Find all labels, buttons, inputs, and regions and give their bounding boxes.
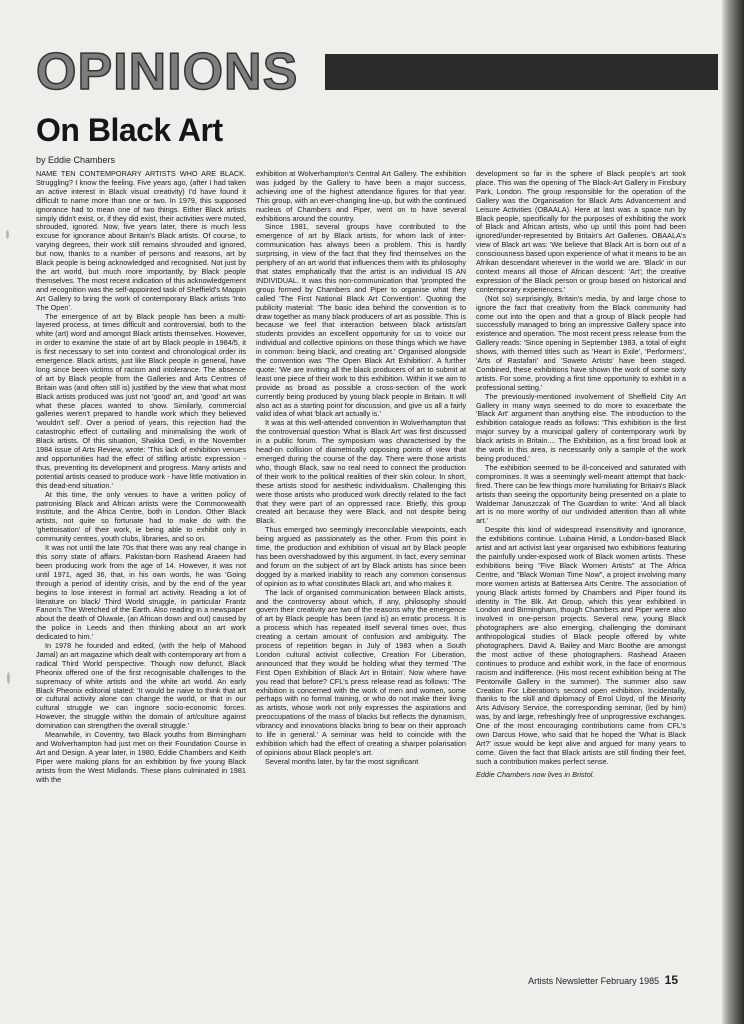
article-paragraph: In 1978 he founded and edited, (with the help of Mahood Jamal) an art magazine which dealt with contemporary art from a radical Third World perspective. Though now defunct, Black Pheonix offered one of the first recognisable challenges to the supremacy of white artists and the white art world. An early Black Pheonix editorial stated: 'It would be naive to think that art or cultural activity alone can change the world, or that in our cultural struggle we can ingnore socio-economic forces. However, the struggle within the domain of art/culture against domination can strengthen the overall struggle.' (36, 641, 246, 731)
article-paragraph: It was not until the late 70s that there was any real change in this sorry state of affairs. Pakistan-born Rashead Araeen had been producing work from the age of 14. However, it was not until 1971, aged 36, that, in his own words, he was 'Going through a period of identity crisis, and by the end of the year begins to lose interest in formal art activity. Reading a lot of literature on black/ Third World struggle, in particular Frantz Fanon's The Wretched of the Earth. Also reading in a newspaper about the death of Oluwale, (an African down and out) caused by the police in Leeds and then thinking about an art work dedicated to him.' (36, 543, 246, 642)
article-paragraph: development so far in the sphere of Black people's art took place. This was the opening of The Black-Art Gallery in Finsbury Park, London. The group responsible for the operation of the Gallery was the Organisation for Black Arts Advancement and Leisure Activities (OBAALA). Here at last was a space run by Black people, specifically for the purposes of exhibiting the work of Black and African artists, who up until this point had been ignored/under-represented by Britain's Art Galleries. OBAALA's view of Black art was: 'We believe that Black Art is born out of a consciousness based upon experience of what it means to be an Afrikan descendant wherever in the world we are. 'Black' in our context means all those of African descent: 'Art'; the creative expression of the Black person or group based on historical and contemporary experiences.' (476, 170, 686, 294)
article-paragraph: Thus emerged two seemingly irreconcilable viewpoints, each being argued as passionately as the other. From this point in time, the production and exhibition of visual art by Black people has been overshadowed by this argument. In fact, every seminar and forum on the subject of art by Black artists has since been dogged by a marked inability to reach any common consensus of opinion as to what constitutes Black art, and who makes it. (256, 525, 466, 588)
article-paragraph: Several months later, by far the most significant (265, 756, 419, 766)
article-title: On Black Art (36, 112, 223, 148)
page-edge-shadow (722, 0, 744, 1024)
article-paragraph: (Not so) surprisingly, Britain's media, by and large chose to ignore the fact that creativity from the Black community had come out into the open and that a group of Black people had successfully managed to bring an impressive Gallery space into existence and operation. The most recent press release from the Gallery reads: 'Since opening in September 1983, a total of eight shows, with themed titles such as 'Heart in Exile', 'Performers', 'Arts of Rastafari' and 'Soweto Artists' have been staged. Combined, these exhibitions have shown the work of some sixty artists. For some, providing a first time opportunity to exhibit in a professional setting.' (476, 293, 686, 392)
section-heading: OPINIONS (36, 43, 299, 101)
article-column-1 (36, 170, 246, 960)
page-number: 15 (664, 973, 678, 987)
article-column-3 (476, 170, 686, 960)
paper-mark (7, 672, 10, 684)
article-paragraph: It was at this well-attended convention in Wolverhampton that the controversial question 'What is Black Art' was first discussed in a public forum. The symposium was characterised by the head-on collision of diametrically opposing points of view that emerged during the course of the day. There were those artists who, though Black, saw no real need to connect the production of their work to the political realities of their skin colour. In short, these artists stood for aesthetic individualism. Challenging this were those artists who produced work directly related to the fact that they were part of an oppressed race. Briefly, this group created art because they were Black, and not despite being Black. (256, 418, 466, 526)
publication-credit: Artists Newsletter February 1985 (528, 976, 660, 986)
article-paragraph: The lack of organised communication between Black artists, and the controversy about which, if any, philosophy should govern their creativity are two of the reasons why the emergence of art by Black people has been (and is) an erratic process. It is a process which has repeated itself several times over, thus creating a certain amount of confusion and ambiguity. The process of repetition began in July of 1983 when a South London cultural activist collective, Creation For Liberation, announced that they would be holding what they termed 'The First Open Exhibition of Black Art in Britain'. Now where have you read that before? CFL's press release read as follows: 'The exhibition is concerned with the work of men and women, some perhaps with no formal training, or who do not make their living as artists, whose work not only expresses the aspirations and preoccupations of the mass of blacks but reflects the dynamism, vibrancy and innovations blacks bring to bear on their approach to life in general.' A seminar was held to coincide with the exhibition which had the effect of creating a sharper polarisation of opinions about Black people's art. (256, 587, 466, 757)
article-paragraph: NAME TEN CONTEMPORARY ARTISTS WHO ARE BLACK. Struggling? I know the feeling. Five years ago, (after I had taken an active interest in Black visual creativity) I'd have found it difficult to name more than one or two. In 1979, this supposed ignorance had to mean one of two things. Either Black artists simply didn't exist, or, if they did exist, their activities were muted, shrouded, ignored. Now, five years later, there is much less excuse for ignorance about Britain's Black artists. Of course, to varying degrees, their work still remains shrouded and ignored, but now, thanks to a number of persons and reasons, art by Black people is being acknowledged and recognised. Not just by the art world, but much more importantly, by Black people themselves. The most recent indication of this acknowledgement and recognition was the self-appointed task of Sheffield's Mappin Art Gallery to bring the work of contemporary Black artists 'Into The Open'. (36, 170, 246, 312)
article-paragraph: The emergence of art by Black people has been a multi-layered process, at times difficult and controversial, both to the white (art) word and amongst Black artists themselves. However, in order to examine the state of art by Black people in 1984/5, it is first necessary to set into context and chronological order its emergence. Black artists, just like Black people in general, have long since been victims of racism and intolerance. The absence of art by Black people from the Galleries and Arts Centres of Britain was (and often still is) justified by the view that what most Black artists produced was just not 'good' art, and 'good' art was what these places wanted to show. Similarly, commercial galleries weren't prepared to handle work which they believed 'wouldn't sell'. Over a period of years, this rejection had the catastrophic effect of curtailing and minimalising the work of Black artists. Of this situation, Shakka Dedi, in the November 1984 issue of Arts Review, wrote: 'This lack of exhibition venues and opportunities had the effect of stifling artistic expression - thus, preventing its development and progress. Many artists and potential artists ceased to produce work - have little motivation in this dead-end situation.' (36, 311, 246, 490)
paper-mark (6, 230, 9, 239)
author-note: Eddie Chambers now lives in Bristol. (476, 769, 595, 779)
article-paragraph: The exhibition seemed to be ill-conceived and saturated with compromises. It was a seemingly well-meant attempt that back-fired. There can be few things more humiliating for Britain's Black artists than seeing the opportunity being presented on a plate to Waldemar Januszczak of The Guardian to write: 'And all black art is no more worthy of our undivided attention than all white art.' (476, 462, 686, 526)
article-column-2 (256, 170, 466, 960)
article-paragraph: Meanwhile, in Coventry, two Black youths from Birmingham and Wolverhampton had just met on their Foundation Course in Art and Design. A year later, in 1980, Eddie Chambers and Keith Piper were making plans for an exhibition by five young Black artists from the West Midlands. These plans culminated in 1981 with the (36, 730, 246, 784)
article-paragraph: exhibition at Wolverhampton's Central Art Gallery. The exhibition was judged by the Gallery to have been a major success, achieving one of the highest attendance figures for that year. This group, with an ever-changing line-up, but with the continued nucleus of Chambers and Piper, went on to have several exhibitions around the country. (256, 170, 466, 223)
article-paragraph: Since 1981, several groups have contributed to the emergence of art by Black artists, for whom lack of inter-communication has always been a problem. This is hardly surprising, in view of the fact that they find themselves on the periphery of an art world that influences them with its philosophy that states emphatically that the artist is an individual IS AN INDIVIDUAL. It was this non-communication that 'prompted the group formed by Chambers and Piper to organise what they called 'The First National Black Art Convention'. Quoting the publicity material: 'The basic idea behind the convention is to draw together as many black producers of art as possible. This is because we feel that interaction between black artists/art students provides an excellent opportunity for us to voice our individual and collective opinions on those things which we have in common: being black, and creating art.' Organised alongside the convention was 'The Open Black Art Exhibition'. A further quote: 'We are inviting all the black producers of art to submit at least one piece of their work to this exhibition. Within it we aim to provide as broad as possible a cross-section of the work currently being produced by young black people in Britain. It will also act as a starting point for discussion, and give us all a fairly valid idea of what 'black art actually is.' (256, 222, 466, 419)
article-paragraph: Despite this kind of widespread insensitivity and ignorance, the exhibitions continue. Lubaina Himid, a London-based Black artist and art activist last year organised two exhibitions featuring the painfully under-exposed work of Black women artists. These exhibitions being "Five Black Women Artists" at The Africa Centre, and "Black Woman Time Now", a project involving many more women artists at Battersea Arts Centre. The association of young Black artists formed by Chambers and Piper found its identity in The Blk. Art Group, which this year exhibited in London and Birmingham, though Chambers and Piper were also involved in one-person projects. Several new, young Black photographers are also emerging, challenging the dominant anthropological studies of Black people offered by white photographers. David A. Bailey and Marc Boothe are amongst the most active of these photographers. Rashead Araeen continues to produce and exhibit work, in the face of enormous racism and indifference. (His most recent exhibition being at The Pentonville Gallery in the summer). The summer also saw Creation For Liberation's second open exhibition. Incidentally, thanks to the skill and diplomacy of Errol Lloyd, of the Minority Arts Advisory Service, the corresponding seminar, (led by him) was, by and large, refreshingly free of unprogressive exchanges. One of the most encouraging contributions came from CFL's own Darcus Howe, who said that he hoped the 'What is Black Art?' issue would be kept alive and argued for many years to come. Given the fact that Black artists are still finding their feet, such a contribution makes perfect sense. (476, 525, 686, 766)
article-byline: by Eddie Chambers (36, 155, 116, 165)
article-paragraph: The previously-mentioned involvement of Sheffield City Art Gallery in many ways seemed to do more to exacerbate the 'Black Art' argument than anything else. The introduction to the exhibition catalogue reads as follows: 'This exhibition is the first major survey by a municipal gallery of contemporary work by black artists in Britain.... The Exhibition, as a first broad look at the work in this area, is necessarily only a sample of the work being produced.' (476, 391, 686, 463)
article-paragraph: At this time, the only venues to have a written policy of patronising Black and African artists were the Commonwealth Institute, and the Africa Centre, both in London. Other Black artists, not quite so fortunate had to make do with the 'ghettoisation' of their work, ie being able to exhibit only in community centres, youth clubs, libraries, and so on. (36, 489, 246, 544)
section-masthead (36, 43, 686, 101)
page-footer (528, 973, 678, 987)
masthead-bar (325, 54, 718, 90)
